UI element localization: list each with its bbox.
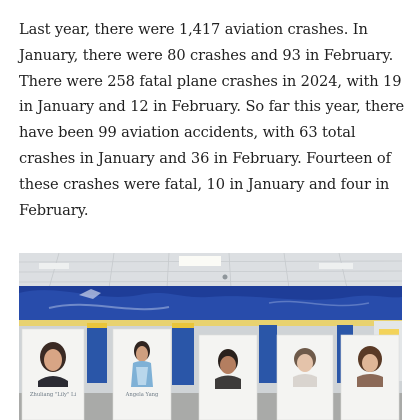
banner-caption-2: Angela Yang (125, 392, 159, 398)
banner-caption-1: Zhuliang "Lily" Li (29, 392, 77, 398)
memorial-banners-photo (19, 253, 402, 420)
memorial-photo-illustration (19, 253, 402, 420)
article-paragraph: Last year, there were 1,417 aviation crashes. In January, there were 80 crashes and 93 in February. There were 258 fatal plane crashes in 2024, with 19 in January and 12 in February. So far this year, there have been 99 aviation accidents, with 63 total crashes in January and 36 in February. Fourteen of these crashes were fatal, 10 in January and four in February. (19, 21, 405, 219)
